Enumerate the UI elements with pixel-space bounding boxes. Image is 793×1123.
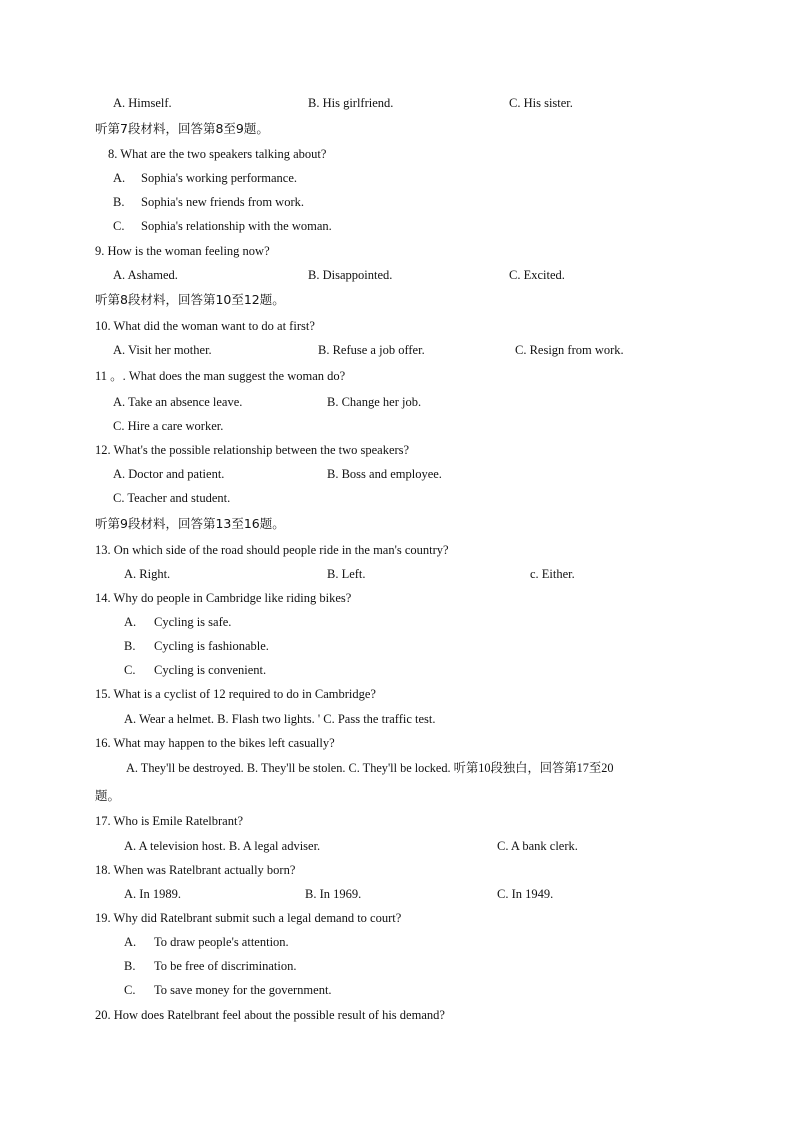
q7-option-c: C. His sister. [509,96,573,110]
q13-option-b: B. Left. [327,567,366,581]
q8-option-a-letter: A. [113,171,126,185]
question-9: 9. How is the woman feeling now? [95,244,270,258]
q9-option-a: A. Ashamed. [113,268,178,282]
q8-option-c-letter: C. [113,219,125,233]
q14-option-a-letter: A. [124,615,137,629]
q17-options-ab: A. A television host. B. A legal adviser. [124,839,321,853]
q13-option-c: c. Either. [530,567,575,581]
question-14: 14. Why do people in Cambridge like riding bikes? [95,591,352,605]
q12-option-b: B. Boss and employee. [327,467,442,481]
q12-option-c: C. Teacher and student. [113,491,231,505]
q12-option-a: A. Doctor and patient. [113,467,225,481]
q8-option-a: Sophia's working performance. [141,171,298,185]
question-19: 19. Why did Ratelbrant submit such a legal demand to court? [95,911,402,925]
question-10: 10. What did the woman want to do at first? [95,319,315,333]
q19-option-c-letter: C. [124,983,136,997]
section-9-heading: 听第9段材料，回答第13至16题。 [95,516,285,531]
q8-option-c: Sophia's relationship with the woman. [141,219,332,233]
section-8-heading: 听第8段材料，回答第10至12题。 [95,292,285,307]
q14-option-a: Cycling is safe. [154,615,232,629]
q10-option-b: B. Refuse a job offer. [318,343,425,357]
q19-option-b: To be free of discrimination. [154,959,297,973]
q8-option-b-letter: B. [113,195,125,209]
section-7-heading: 听第7段材料，回答第8至9题。 [95,121,269,136]
q10-option-c: C. Resign from work. [515,343,624,357]
q16-options-continued: 题。 [95,788,121,803]
q19-option-c: To save money for the government. [154,983,332,997]
q9-option-b: B. Disappointed. [308,268,393,282]
question-8: 8. What are the two speakers talking about? [108,147,327,161]
q15-options: A. Wear a helmet. B. Flash two lights. ' C. Pass the traffic test. [124,712,436,726]
q9-option-c: C. Excited. [509,268,565,282]
q16-options: A. They'll be destroyed. B. They'll be stolen. C. They'll be locked. 听第10段独白，回答第17至20 [126,761,614,775]
question-12: 12. What's the possible relationship between the two speakers? [95,443,410,457]
question-20: 20. How does Ratelbrant feel about the possible result of his demand? [95,1008,445,1022]
q11-option-a: A. Take an absence leave. [113,395,243,409]
q7-option-b: B. His girlfriend. [308,96,394,110]
q14-option-b: Cycling is fashionable. [154,639,269,653]
q17-option-c: C. A bank clerk. [497,839,578,853]
q14-option-c: Cycling is convenient. [154,663,267,677]
question-17: 17. Who is Emile Ratelbrant? [95,814,243,828]
q11-option-c: C. Hire a care worker. [113,419,224,433]
question-16: 16. What may happen to the bikes left casually? [95,736,335,750]
question-15: 15. What is a cyclist of 12 required to do in Cambridge? [95,687,376,701]
question-13: 13. On which side of the road should people ride in the man's country? [95,543,449,557]
q14-option-b-letter: B. [124,639,136,653]
q18-option-a: A. In 1989. [124,887,181,901]
q19-option-a: To draw people's attention. [154,935,289,949]
question-18: 18. When was Ratelbrant actually born? [95,863,296,877]
q14-option-c-letter: C. [124,663,136,677]
q8-option-b: Sophia's new friends from work. [141,195,304,209]
q13-option-a: A. Right. [124,567,171,581]
q10-option-a: A. Visit her mother. [113,343,212,357]
q18-option-b: B. In 1969. [305,887,362,901]
q11-option-b: B. Change her job. [327,395,422,409]
q7-option-a: A. Himself. [113,96,172,110]
q19-option-a-letter: A. [124,935,137,949]
q19-option-b-letter: B. [124,959,136,973]
q18-option-c: C. In 1949. [497,887,554,901]
question-11: 11 。. What does the man suggest the woman do? [95,369,346,383]
